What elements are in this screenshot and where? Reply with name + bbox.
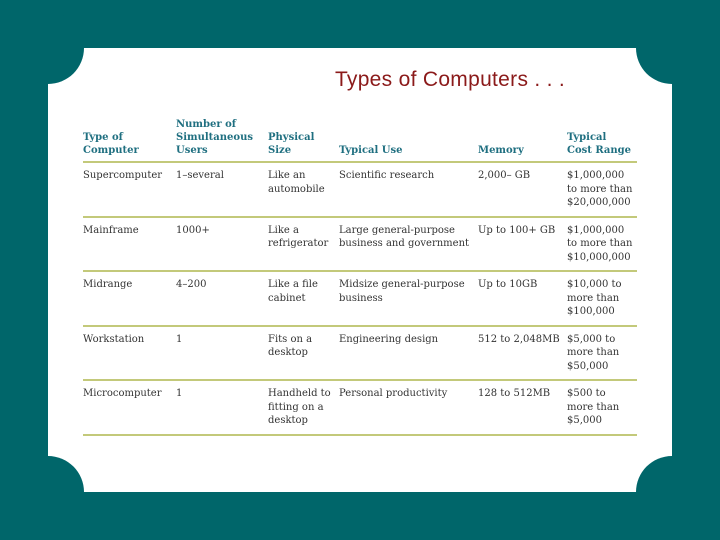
cell-size: Handheld to fitting on a desktop bbox=[268, 380, 339, 435]
cell-use: Large general-purpose business and government bbox=[339, 217, 478, 272]
cell-type: Mainframe bbox=[83, 217, 176, 272]
table-row bbox=[83, 271, 637, 326]
cell-type: Supercomputer bbox=[83, 162, 176, 217]
slide bbox=[48, 48, 672, 492]
header-use: Typical Use bbox=[339, 118, 478, 162]
slide-title: Types of Computers . . . bbox=[334, 68, 566, 91]
header-users: Number of Simultaneous Users bbox=[176, 118, 268, 162]
header-size: Physical Size bbox=[268, 118, 339, 162]
cell-size: Like a file cabinet bbox=[268, 271, 339, 326]
header-cost: Typical Cost Range bbox=[567, 118, 637, 162]
cell-type: Workstation bbox=[83, 326, 176, 381]
cell-type: Microcomputer bbox=[83, 380, 176, 435]
table-row bbox=[83, 162, 637, 217]
cell-cost: $1,000,000 to more than $20,000,000 bbox=[567, 162, 637, 217]
cell-type: Midrange bbox=[83, 271, 176, 326]
cell-cost: $1,000,000 to more than $10,000,000 bbox=[567, 217, 637, 272]
cell-memory: 128 to 512MB bbox=[478, 380, 567, 435]
corner-cutout bbox=[636, 456, 708, 528]
table-header-row bbox=[83, 118, 637, 162]
cell-memory: Up to 100+ GB bbox=[478, 217, 567, 272]
table-row bbox=[83, 326, 637, 381]
header-memory: Memory bbox=[478, 118, 567, 162]
cell-size: Like a refrigerator bbox=[268, 217, 339, 272]
cell-users: 4–200 bbox=[176, 271, 268, 326]
cell-use: Personal productivity bbox=[339, 380, 478, 435]
header-type: Type of Computer bbox=[83, 118, 176, 162]
cell-users: 1 bbox=[176, 326, 268, 381]
cell-memory: 2,000– GB bbox=[478, 162, 567, 217]
table-row bbox=[83, 380, 637, 435]
computer-types-table bbox=[83, 118, 637, 436]
cell-size: Fits on a desktop bbox=[268, 326, 339, 381]
cell-memory: 512 to 2,048MB bbox=[478, 326, 567, 381]
cell-use: Scientific research bbox=[339, 162, 478, 217]
cell-users: 1000+ bbox=[176, 217, 268, 272]
cell-users: 1 bbox=[176, 380, 268, 435]
cell-users: 1–several bbox=[176, 162, 268, 217]
corner-cutout bbox=[12, 456, 84, 528]
table-row bbox=[83, 217, 637, 272]
cell-use: Midsize general-purpose business bbox=[339, 271, 478, 326]
cell-size: Like an automobile bbox=[268, 162, 339, 217]
cell-cost: $10,000 to more than $100,000 bbox=[567, 271, 637, 326]
cell-use: Engineering design bbox=[339, 326, 478, 381]
cell-memory: Up to 10GB bbox=[478, 271, 567, 326]
cell-cost: $500 to more than $5,000 bbox=[567, 380, 637, 435]
cell-cost: $5,000 to more than $50,000 bbox=[567, 326, 637, 381]
